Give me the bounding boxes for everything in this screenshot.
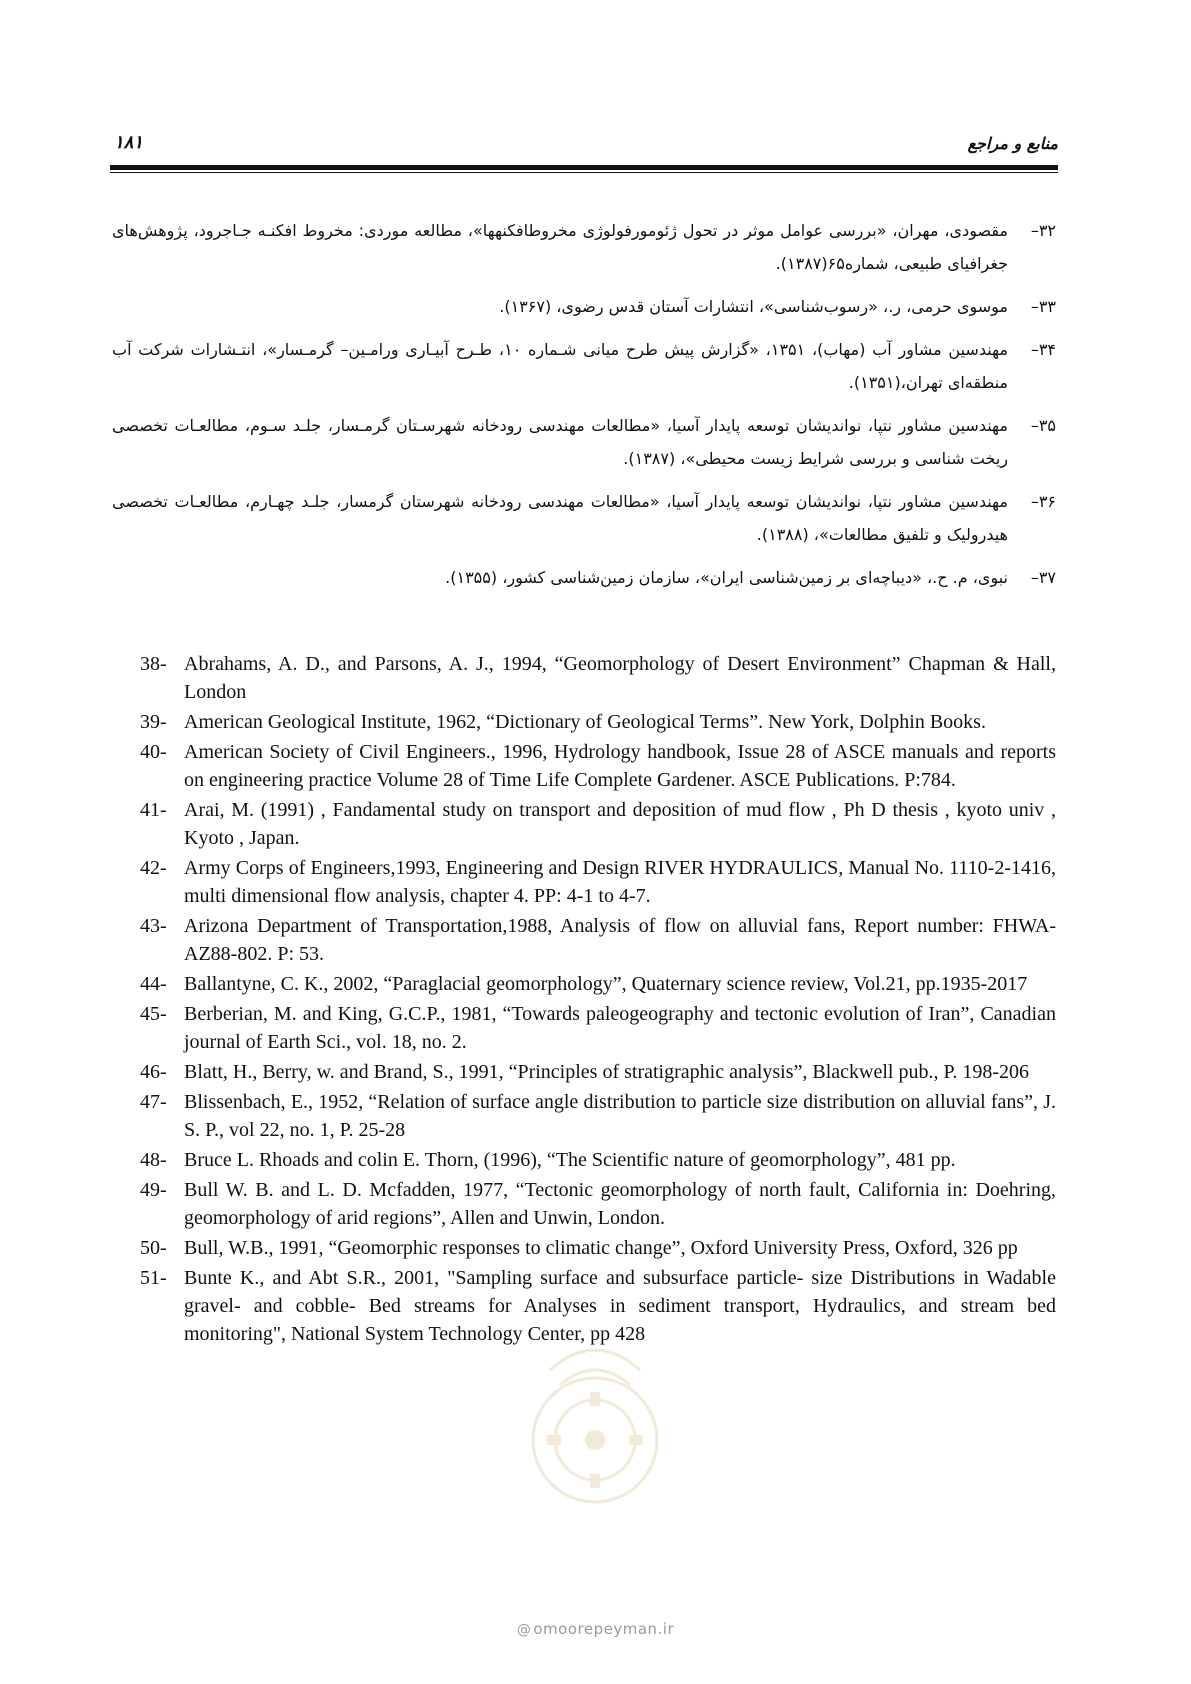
reference-number: 45- <box>140 1003 167 1025</box>
reference-number: 46- <box>140 1061 167 1083</box>
reference-item <box>140 1000 1056 1056</box>
reference-item <box>140 1088 1056 1144</box>
reference-number: 44- <box>140 973 167 995</box>
reference-text: Bull W. B. and L. D. Mcfadden, 1977, “Tectonic geomorphology of north fault, California in: Doehring, geomorphology of arid regions”, Allen and Unwin, London. <box>184 1179 1056 1229</box>
reference-text: Blissenbach, E., 1952, “Relation of surface angle distribution to particle size distribution on alluvial fans”, J. S. P., vol 22, no. 1, P. 25-28 <box>184 1091 1056 1141</box>
reference-item <box>112 409 1056 475</box>
english-reference-list <box>140 650 1056 1350</box>
reference-text: Bunte K., and Abt S.R., 2001, "Sampling surface and subsurface particle- size Distributions in Wadable gravel- and cobble- Bed streams for Analyses in sediment transport, Hydraulics, and stream bed monitoring", National System Technology Center, pp 428 <box>184 1267 1056 1345</box>
reference-item <box>140 650 1056 706</box>
reference-item <box>140 1146 1056 1174</box>
reference-item <box>140 854 1056 910</box>
reference-number: ۳۵– <box>1030 416 1056 435</box>
watermark-url <box>0 1620 1191 1638</box>
reference-number: 40- <box>140 741 167 763</box>
reference-number: 47- <box>140 1091 167 1113</box>
reference-text: Berberian, M. and King, G.C.P., 1981, “Towards paleogeography and tectonic evolution of Iran”, Canadian journal of Earth Sci., vol. 18, no. 2. <box>184 1003 1056 1053</box>
at-icon: @ <box>516 1622 532 1638</box>
reference-text: Ballantyne, C. K., 2002, “Paraglacial geomorphology”, Quaternary science review, Vol.21, pp.1935-2017 <box>184 973 1028 995</box>
reference-text: موسوی حرمی، ر.، «رسوب‌شناسی»، انتشارات آستان قدس رضوی، (۱۳۶۷). <box>499 297 1008 316</box>
reference-text: مهندسین مشاور آب (مهاب)، ۱۳۵۱، «گزارش پیش طرح میانی شـماره ۱۰، طـرح آبیـاری ورامـین– گرمـسار»، انتـشارات شرکت آب منطقه‌ای تهران،(۱۳۵۱). <box>112 340 1009 392</box>
reference-item <box>140 738 1056 794</box>
reference-number: 43- <box>140 915 167 937</box>
reference-text: مقصودی، مهران، «بررسی عوامل موثر در تحول ژئومورفولوژی مخروطافکنهها»، مطالعه موردی: مخروط افکنـه جـاجرود، پژوهش‌های جغرافیای طبیعی، شماره۶۵(۱۳۸۷). <box>112 221 1008 273</box>
publisher-seal-icon <box>490 1330 700 1530</box>
reference-text: American Society of Civil Engineers., 1996, Hydrology handbook, Issue 28 of ASCE manuals and reports on engineering practice Volume 28 of Time Life Complete Gardener. ASCE Publications. P:784. <box>184 741 1056 791</box>
reference-item <box>112 290 1056 323</box>
reference-number: ۳۴– <box>1030 340 1056 359</box>
page-number: ۱۸۱ <box>114 132 144 153</box>
reference-item <box>140 708 1056 736</box>
reference-text: Arizona Department of Transportation,1988, Analysis of flow on alluvial fans, Report number: FHWA-AZ88-802. P: 53. <box>184 915 1056 965</box>
reference-item <box>140 1176 1056 1232</box>
reference-text: Abrahams, A. D., and Parsons, A. J., 1994, “Geomorphology of Desert Environment” Chapman & Hall, London <box>184 653 1056 703</box>
reference-text: مهندسین مشاور نتپا، نواندیشان توسعه پایدار آسیا، «مطالعات مهندسی رودخانه شهرستان گرمسار، جلـد چهـارم، مطالعـات تخصصی هیدرولیک و تلفیق مطالعات»، (۱۳۸۸). <box>112 492 1008 544</box>
persian-reference-list <box>112 214 1056 604</box>
reference-text: Army Corps of Engineers,1993, Engineering and Design RIVER HYDRAULICS, Manual No. 1110-2-1416, multi dimensional flow analysis, chapter 4. PP: 4-1 to 4-7. <box>184 857 1056 907</box>
reference-item <box>140 1234 1056 1262</box>
reference-number: ۳۷– <box>1030 568 1056 587</box>
reference-number: ۳۳– <box>1030 297 1056 316</box>
reference-text: مهندسین مشاور نتپا، نواندیشان توسعه پایدار آسیا، «مطالعات مهندسی رودخانه شهرسـتان گرمـسار، جلـد سـوم، مطالعـات تخصصی ریخت شناسی و بررسی شرایط زیست محیطی»، (۱۳۸۷). <box>112 416 1008 468</box>
reference-text: نبوی، م. ح.، «دیباچه‌ای بر زمین‌شناسی ایران»، سازمان زمین‌شناسی کشور، (۱۳۵۵). <box>445 568 1008 587</box>
reference-item <box>140 970 1056 998</box>
reference-number: 39- <box>140 711 167 733</box>
reference-number: 51- <box>140 1267 167 1289</box>
header-rule-thick <box>110 165 1058 170</box>
reference-number: 48- <box>140 1149 167 1171</box>
reference-number: 38- <box>140 653 167 675</box>
reference-item <box>112 333 1056 399</box>
reference-text: American Geological Institute, 1962, “Dictionary of Geological Terms”. New York, Dolphin Books. <box>184 711 986 733</box>
reference-item <box>112 561 1056 594</box>
reference-item <box>140 796 1056 852</box>
reference-text: Arai, M. (1991) , Fandamental study on transport and deposition of mud flow , Ph D thesis , kyoto univ , Kyoto , Japan. <box>184 799 1056 849</box>
header-rule-thin <box>110 172 1058 173</box>
reference-number: ۳۲– <box>1030 221 1056 240</box>
reference-number: 42- <box>140 857 167 879</box>
reference-number: 41- <box>140 799 167 821</box>
running-header <box>110 128 1058 168</box>
section-title: منابع و مراجع <box>967 134 1058 153</box>
reference-item <box>112 214 1056 280</box>
reference-text: Bruce L. Rhoads and colin E. Thorn, (1996), “The Scientific nature of geomorphology”, 481 pp. <box>184 1149 956 1171</box>
reference-text: Bull, W.B., 1991, “Geomorphic responses to climatic change”, Oxford University Press, Oxford, 326 pp <box>184 1237 1018 1259</box>
reference-number: 50- <box>140 1237 167 1259</box>
reference-item <box>140 1058 1056 1086</box>
reference-number: ۳۶– <box>1030 492 1056 511</box>
reference-item <box>112 485 1056 551</box>
reference-item <box>140 912 1056 968</box>
watermark-label: omoorepeyman.ir <box>533 1620 675 1638</box>
reference-number: 49- <box>140 1179 167 1201</box>
reference-text: Blatt, H., Berry, w. and Brand, S., 1991, “Principles of stratigraphic analysis”, Blackwell pub., P. 198-206 <box>184 1061 1030 1083</box>
